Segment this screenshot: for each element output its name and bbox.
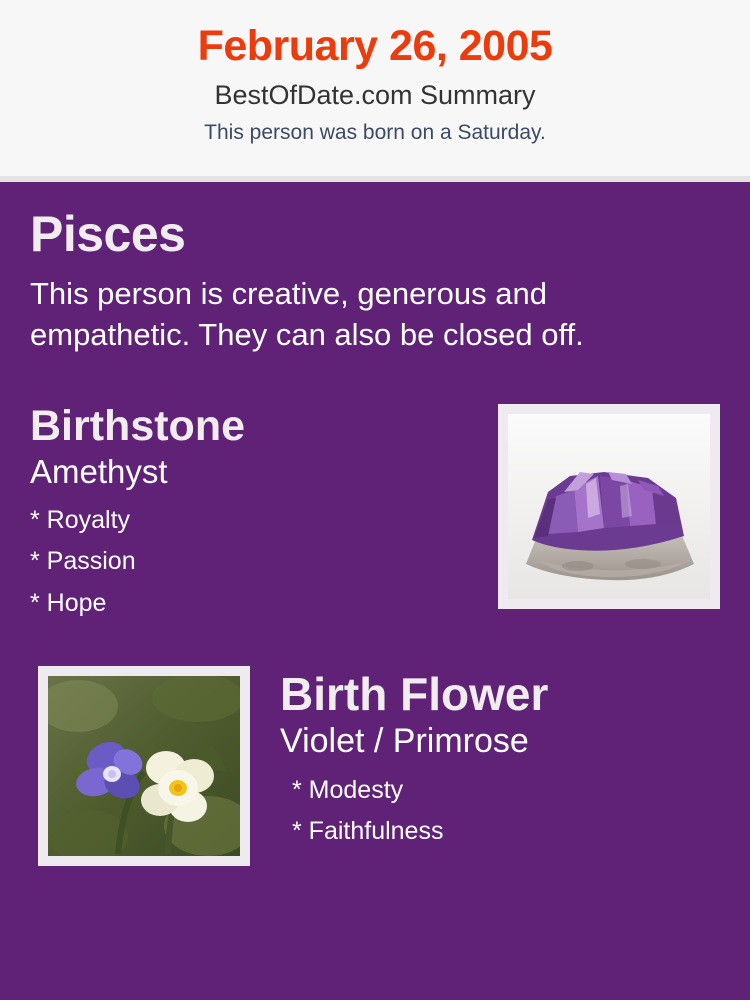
birthstone-name: Amethyst <box>30 453 168 491</box>
birth-weekday-text: This person was born on a Saturday. <box>204 120 546 144</box>
birthflower-text <box>280 666 720 846</box>
birthstone-text <box>30 404 460 617</box>
amethyst-illustration <box>508 414 710 599</box>
birthstone-section <box>30 404 720 634</box>
card-body <box>0 182 750 1000</box>
site-summary-label: BestOfDate.com Summary <box>214 80 536 111</box>
amethyst-crystal-photo <box>508 414 710 599</box>
zodiac-sign-name: Pisces <box>30 206 186 262</box>
card-header <box>0 0 750 182</box>
flower-illustration <box>48 676 240 856</box>
birthflower-name: Violet / Primrose <box>280 722 529 761</box>
birthflower-heading: Birth Flower <box>280 668 549 721</box>
birthflower-image-frame <box>38 666 250 866</box>
birthstone-trait: * Hope <box>30 588 107 617</box>
birthstone-heading: Birthstone <box>30 402 245 451</box>
birthflower-section <box>30 666 720 881</box>
zodiac-section <box>30 208 720 356</box>
birthstone-image-frame <box>498 404 720 609</box>
birthstone-trait: * Passion <box>30 547 136 576</box>
page-title: February 26, 2005 <box>197 22 553 70</box>
primrose-flower <box>141 751 214 822</box>
zodiac-description: This person is creative, generous and empathetic. They can also be closed off. <box>30 275 584 353</box>
birthflower-trait: * Faithfulness <box>292 817 444 846</box>
birthflower-trait: * Modesty <box>292 775 404 804</box>
birthstone-trait: * Royalty <box>30 505 131 534</box>
violet-primrose-photo <box>48 676 240 856</box>
